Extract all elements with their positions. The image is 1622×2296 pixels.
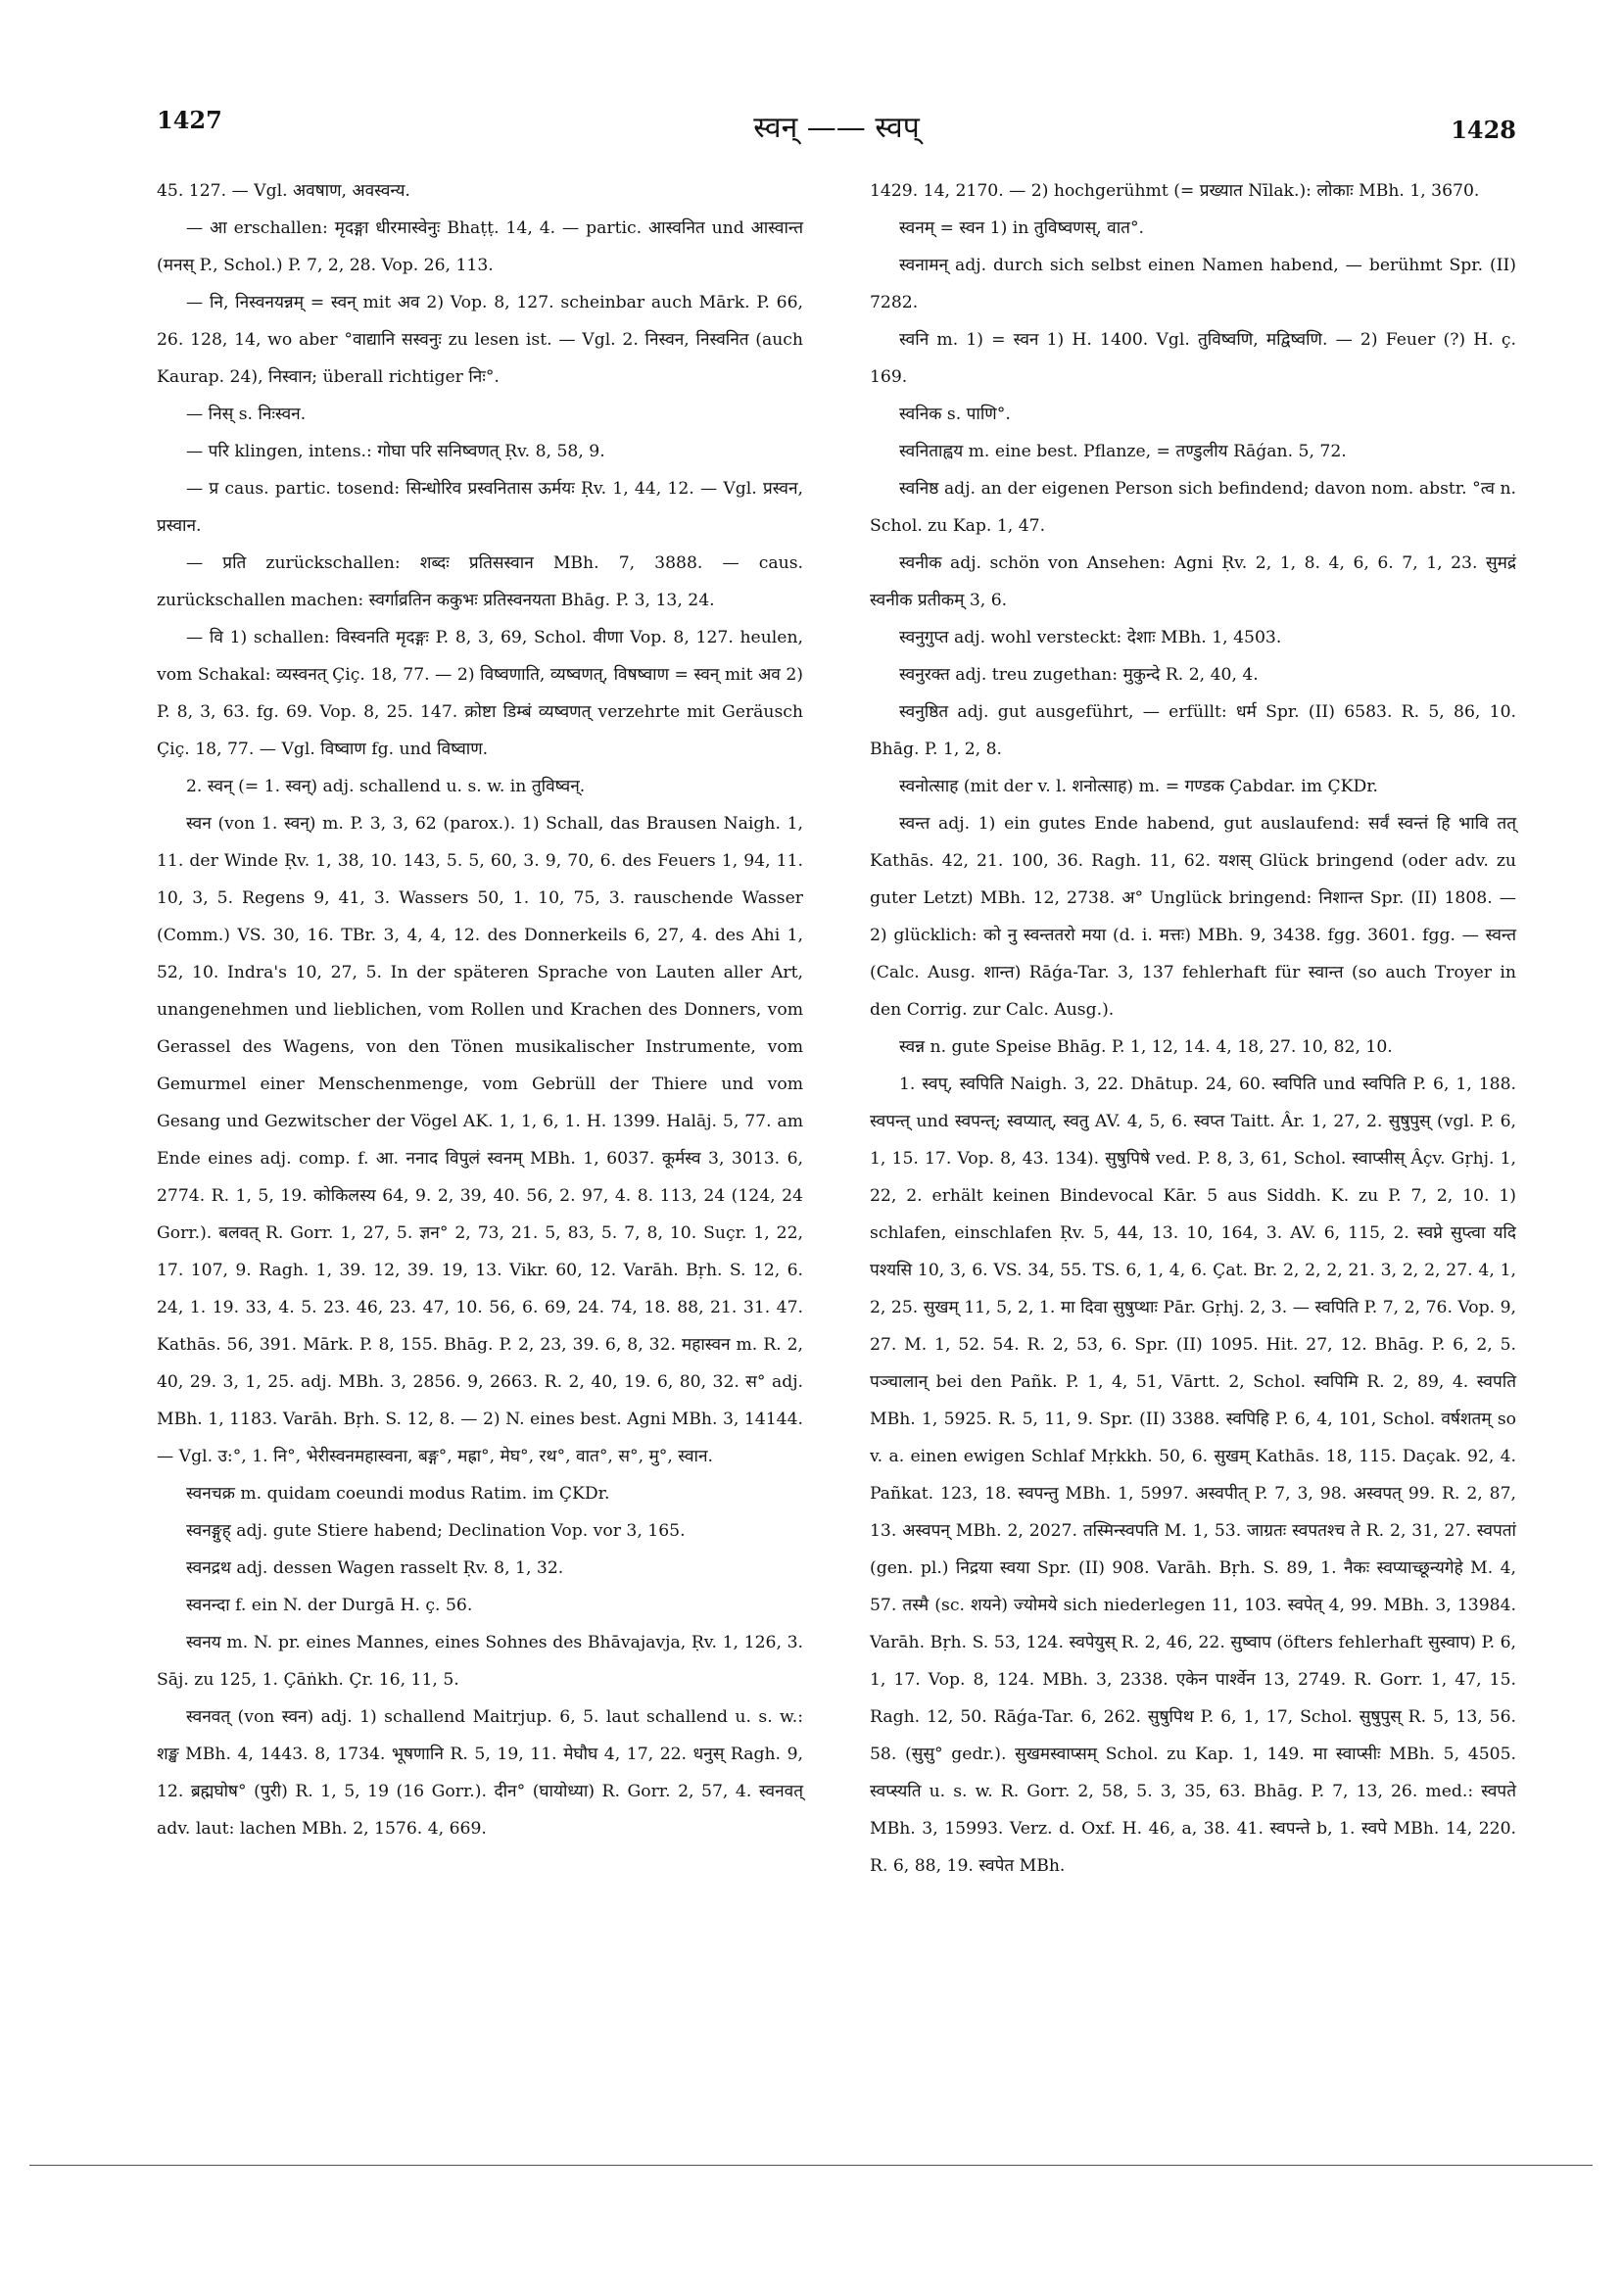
bottom-rule: [29, 2165, 1593, 2166]
entry-paragraph: स्वनम् = स्वन 1) in तुविष्वणस्, वात°.: [899, 218, 1145, 238]
entry-paragraph: स्वनचक्र m. quidam coeundi modus Ratim. im ÇKDr.: [186, 1484, 610, 1504]
entry-paragraph: स्वनङ्गुह् adj. gute Stiere habend; Declination Vop. vor 3, 165.: [186, 1521, 686, 1541]
entry-paragraph: — नि, निस्वनयन्नम् = स्वन् mit अव 2) Vop. 8, 127. scheinbar auch Mārk. P. 66, 26. 128, 14, wo aber °वाद्यानि सस्वनुः zu lesen ist. — Vgl. 2. निस्वन, निस्वनित (auch Kaurap. 24), निस्वान; überall richtiger निः°.: [157, 293, 803, 387]
entry-paragraph: स्वनुरक्त adj. treu zugethan: मुकुन्दे R. 2, 40, 4.: [899, 665, 1259, 685]
entry-paragraph: — प्र caus. partic. tosend: सिन्धोरिव प्रस्वनितास ऊर्मयः Ṛv. 1, 44, 12. — Vgl. प्रस्वन, प्रस्वान.: [157, 479, 803, 536]
page-header: [157, 106, 1516, 155]
entry-paragraph: — निस् s. निःस्वन.: [186, 405, 307, 424]
left-column: [157, 172, 803, 1847]
entry-paragraph: स्वनय m. N. pr. eines Mannes, eines Sohnes des Bhāvajavja, Ṛv. 1, 126, 3. Sāj. zu 125, 1. Çāṅkh. Çr. 16, 11, 5.: [157, 1633, 803, 1690]
entry-paragraph: — प्रति zurückschallen: शब्दः प्रतिसस्वान MBh. 7, 3888. — caus. zurückschallen machen: स्वर्गाव्रतिन ककुभः प्रतिस्वनयता Bhāg. P. 3, 13, 24.: [157, 553, 803, 610]
entry-paragraph: स्वनद्रथ adj. dessen Wagen rasselt Ṛv. 8, 1, 32.: [186, 1558, 564, 1578]
entry-paragraph: स्वनुगुप्त adj. wohl versteckt: देशाः MBh. 1, 4503.: [899, 628, 1282, 647]
entry-paragraph: — वि 1) schallen: विस्वनति मृदङ्गः P. 8, 3, 69, Schol. वीणा Vop. 8, 127. heulen, vom Schakal: व्यस्वनत् Çiç. 18, 77. — 2) विष्वणाति, व्यष्वणत्, विषष्वाण = स्वन् mit अव 2) P. 8, 3, 63. fg. 69. Vop. 8, 25. 147. क्रोष्टा डिम्बं व्यष्वणत् verzehrte mit Geräusch Çiç. 18, 77. — Vgl. विष्वाण fg. und विष्वाण.: [157, 628, 803, 759]
entry-paragraph: स्वनामन् adj. durch sich selbst einen Namen habend, — berühmt Spr. (II) 7282.: [870, 256, 1516, 312]
entry-paragraph: 2. स्वन् (= 1. स्वन्) adj. schallend u. s. w. in तुविष्वन्.: [186, 777, 586, 796]
entry-paragraph: स्वनीक adj. schön von Ansehen: Agni Ṛv. 2, 1, 8. 4, 6, 6. 7, 1, 23. सुमद्रं स्वनीक प्रतीकम् 3, 6.: [870, 553, 1516, 610]
entry-paragraph: स्वनिक s. पाणि°.: [899, 405, 1011, 424]
page-number-right: 1428: [1451, 116, 1516, 144]
entry-paragraph: स्वनिताह्वय m. eine best. Pflanze, = तण्डुलीय Rāǵan. 5, 72.: [899, 442, 1347, 461]
running-title: स्वन् —— स्वप्: [753, 111, 920, 145]
entry-paragraph: स्वनन्दा f. ein N. der Durgā H. ç. 56.: [186, 1596, 473, 1615]
entry-paragraph: स्वनवत् (von स्वन) adj. 1) schallend Maitrjup. 6, 5. laut schallend u. s. w.: शङ्ख MBh. 4, 1443. 8, 1734. भूषणानि R. 5, 19, 11. मेघौघ 4, 17, 22. धनुस् Ragh. 9, 12. ब्रह्मघोष° (पुरी) R. 1, 5, 19 (16 Gorr.). दीन° (घायोध्या) R. Gorr. 2, 57, 4. स्वनवत् adv. laut: lachen MBh. 2, 1576. 4, 669.: [157, 1707, 803, 1839]
entry-paragraph: 1. स्वप्, स्वपिति Naigh. 3, 22. Dhātup. 24, 60. स्वपिति und स्वपिति P. 6, 1, 188. स्वपन्त् und स्वपन्त्; स्वप्यात्, स्वतु AV. 4, 5, 6. स्वप्त Taitt. Âr. 1, 27, 2. सुषुपुस् (vgl. P. 6, 1, 15. 17. Vop. 8, 43. 134). सुषुपिषे ved. P. 8, 3, 61, Schol. स्वाप्सीस् Âçv. Gṛhj. 1, 22, 2. erhält keinen Bindevocal Kār. 5 aus Siddh. K. zu P. 7, 2, 10. 1) schlafen, einschlafen Ṛv. 5, 44, 13. 10, 164, 3. AV. 6, 115, 2. स्वप्ने सुप्त्वा यदि पश्यसि 10, 3, 6. VS. 34, 55. TS. 6, 1, 4, 6. Çat. Br. 2, 2, 2, 21. 3, 2, 2, 27. 4, 1, 2, 25. सुखम् 11, 5, 2, 1. मा दिवा सुषुप्थाः Pār. Gṛhj. 2, 3. — स्वपिति P. 7, 2, 76. Vop. 9, 27. M. 1, 52. 54. R. 2, 53, 6. Spr. (II) 1095. Hit. 27, 12. Bhāg. P. 6, 2, 5. पञ्चालान् bei den Pañk. P. 1, 4, 51, Vārtt. 2, Schol. स्वपिमि R. 2, 89, 4. स्वपति MBh. 1, 5925. R. 5, 11, 9. Spr. (II) 3388. स्वपिहि P. 6, 4, 101, Schol. वर्षशतम् so v. a. einen ewigen Schlaf Mṛkkh. 50, 6. सुखम् Kathās. 18, 115. Daçak. 92, 4. Pañkat. 123, 18. स्वपन्तु MBh. 1, 5997. अस्वपीत् P. 7, 3, 98. अस्वपत् 99. R. 2, 87, 13. अस्वपन् MBh. 2, 2027. तस्मिन्स्वपति M. 1, 53. जाग्रतः स्वपतश्च ते R. 2, 31, 27. स्वपतां (gen. pl.) निद्रया स्वया Spr. (II) 908. Varāh. Bṛh. S. 89, 1. नैकः स्वप्याच्छून्यगेहे M. 4, 57. तस्मै (sc. शयने) ज्योमये sich niederlegen 11, 103. स्वपेत् 4, 99. MBh. 3, 13984. Varāh. Bṛh. S. 53, 124. स्वपेयुस् R. 2, 46, 22. सुष्वाप (öfters fehlerhaft सुस्वाप) P. 6, 1, 17. Vop. 8, 124. MBh. 3, 2338. एकेन पार्श्वेन 13, 2749. R. Gorr. 1, 47, 15. Ragh. 12, 50. Rāǵa-Tar. 6, 262. सुषुपिथ P. 6, 1, 17, Schol. सुषुपुस् R. 5, 13, 56. 58. (सुसु° gedr.). सुखमस्वाप्सम् Schol. zu Kap. 1, 149. मा स्वाप्सीः MBh. 5, 4505. स्वप्स्यति u. s. w. R. Gorr. 2, 58, 5. 3, 35, 63. Bhāg. P. 7, 13, 26. med.: स्वपते MBh. 3, 15993. Verz. d. Oxf. H. 46, a, 38. 41. स्वपन्ते b, 1. स्वपे MBh. 14, 220. R. 6, 88, 19. स्वपेत MBh.: [870, 1075, 1516, 1876]
right-column: [870, 172, 1516, 1885]
entry-paragraph: स्वन्न n. gute Speise Bhāg. P. 1, 12, 14. 4, 18, 27. 10, 82, 10.: [899, 1037, 1393, 1057]
entry-paragraph: 45. 127. — Vgl. अवषाण, अवस्वन्य.: [157, 181, 410, 201]
entry-paragraph: स्वन्त adj. 1) ein gutes Ende habend, gut auslaufend: सर्वं स्वन्तं हि भावि तत् Kathās. 42, 21. 100, 36. Ragh. 11, 62. यशस् Glück bringend (oder adv. zu guter Letzt) MBh. 12, 2738. अ° Unglück bringend: निशान्त Spr. (II) 1808. — 2) glücklich: को नु स्वन्ततरो मया (d. i. मत्तः) MBh. 9, 3438. fgg. 3601. fgg. — स्वन्त (Calc. Ausg. शान्त) Rāǵa-Tar. 3, 137 fehlerhaft für स्वान्त (so auch Troyer in den Corrig. zur Calc. Ausg.).: [870, 814, 1516, 1020]
entry-paragraph: स्वनि m. 1) = स्वन 1) H. 1400. Vgl. तुविष्वणि, मद्विष्वणि. — 2) Feuer (?) H. ç. 169.: [870, 330, 1516, 387]
entry-paragraph: — परि klingen, intens.: गोघा परि सनिष्वणत् Ṛv. 8, 58, 9.: [186, 442, 605, 461]
page-number-left: 1427: [157, 106, 222, 134]
entry-paragraph: 1429. 14, 2170. — 2) hochgerühmt (= प्रख्यात Nīlak.): लोकाः MBh. 1, 3670.: [870, 181, 1480, 201]
entry-paragraph: स्वन (von 1. स्वन्) m. P. 3, 3, 62 (parox.). 1) Schall, das Brausen Naigh. 1, 11. der Winde Ṛv. 1, 38, 10. 143, 5. 5, 60, 3. 9, 70, 6. des Feuers 1, 94, 11. 10, 3, 5. Regens 9, 41, 3. Wassers 50, 1. 10, 75, 3. rauschende Wasser (Comm.) VS. 30, 16. TBr. 3, 4, 4, 12. des Donnerkeils 6, 27, 4. des Ahi 1, 52, 10. Indra's 10, 27, 5. In der späteren Sprache von Lauten aller Art, unangenehmen und lieblichen, vom Rollen und Krachen des Donners, vom Gerassel des Wagens, von den Tönen musikalischer Instrumente, vom Gemurmel einer Menschenmenge, vom Gebrüll der Thiere und vom Gesang und Gezwitscher der Vögel AK. 1, 1, 6, 1. H. 1399. Halāj. 5, 77. am Ende eines adj. comp. f. आ. ननाद विपुलं स्वनम् MBh. 1, 6037. कूर्मस्व 3, 3013. 6, 2774. R. 1, 5, 19. कोकिलस्य 64, 9. 2, 39, 40. 56, 2. 97, 4. 8. 113, 24 (124, 24 Gorr.). बलवत् R. Gorr. 1, 27, 5. ज्ञन° 2, 73, 21. 5, 83, 5. 7, 8, 10. Suçr. 1, 22, 17. 107, 9. Ragh. 1, 39. 12, 39. 19, 13. Vikr. 60, 12. Varāh. Bṛh. S. 12, 6. 24, 1. 19. 33, 4. 5. 23. 46, 23. 47, 10. 56, 6. 69, 24. 74, 18. 88, 21. 31. 47. Kathās. 56, 391. Mārk. P. 8, 155. Bhāg. P. 2, 23, 39. 6, 8, 32. महास्वन m. R. 2, 40, 29. 3, 1, 25. adj. MBh. 3, 2856. 9, 2663. R. 2, 40, 19. 6, 80, 32. स° adj. MBh. 1, 1183. Varāh. Bṛh. S. 12, 8. — 2) N. eines best. Agni MBh. 3, 14144. — Vgl. उ:°, 1. नि°, भेरीस्वनमहास्वना, बङ्ग°, मह्रा°, मेघ°, रथ°, वात°, स°, मु°, स्वान.: [157, 814, 803, 1466]
entry-paragraph: स्वनिष्ठ adj. an der eigenen Person sich befindend; davon nom. abstr. °त्व n. Schol. zu Kap. 1, 47.: [870, 479, 1516, 536]
entry-paragraph: स्वनोत्साह (mit der v. l. शनोत्साह) m. = गण्डक Çabdar. im ÇKDr.: [899, 777, 1379, 796]
entry-paragraph: स्वनुष्ठित adj. gut ausgeführt, — erfüllt: धर्म Spr. (II) 6583. R. 5, 86, 10. Bhāg. P. 1, 2, 8.: [870, 702, 1516, 759]
entry-paragraph: — आ erschallen: मृदङ्गा धीरमास्वेनुः Bhaṭṭ. 14, 4. — partic. आस्वनित und आस्वान्त (मनस् P., Schol.) P. 7, 2, 28. Vop. 26, 113.: [157, 218, 803, 275]
